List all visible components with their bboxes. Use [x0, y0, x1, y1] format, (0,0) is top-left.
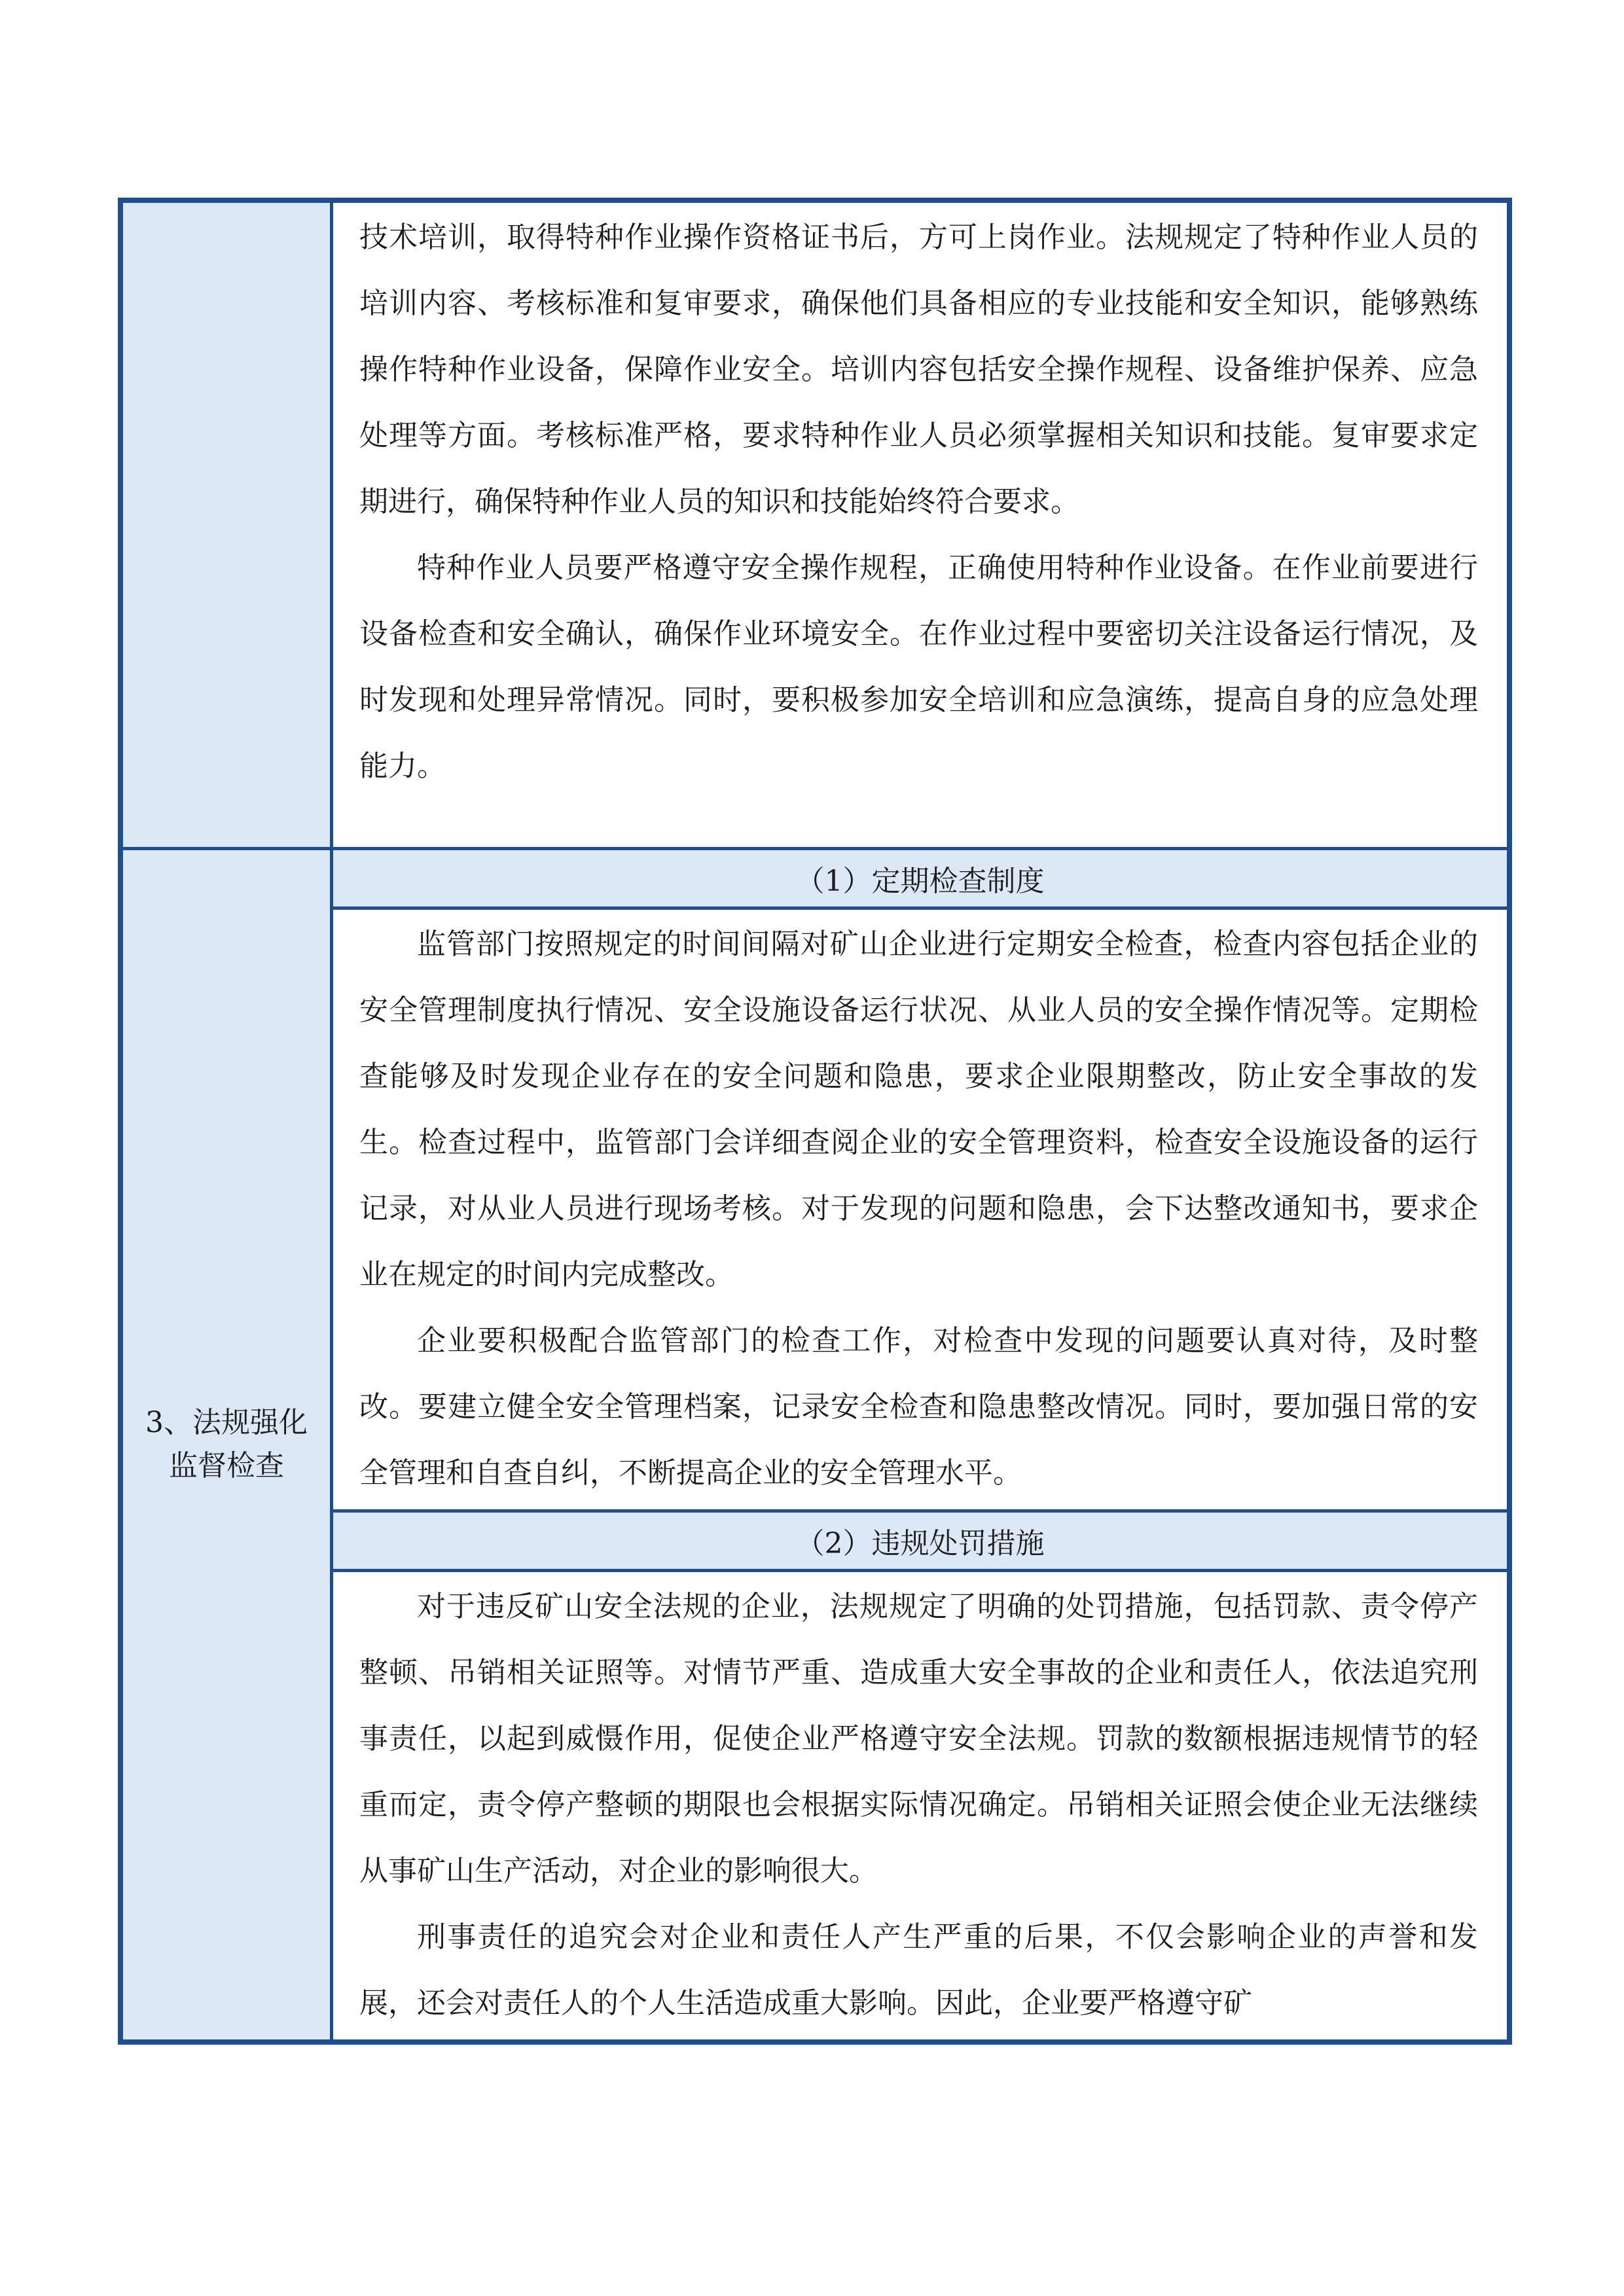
content-cell-inspection — [332, 908, 1510, 1511]
paragraph: 刑事责任的追究会对企业和责任人产生严重的后果，不仅会影响企业的声誉和发展，还会对责任人的个人生活造成重大影响。因此，企业要严格遵守矿 — [359, 1920, 1478, 2020]
section-label-cell — [120, 848, 332, 2042]
paragraph: 监管部门按照规定的时间间隔对矿山企业进行定期安全检查，检查内容包括企业的安全管理制度执行情况、安全设施设备运行状况、从业人员的安全操作情况等。定期检查能够及时发现企业存在的安全问题和隐患，要求企业限期整改，防止安全事故的发生。检查过程中，监管部门会详细查阅企业的安全管理资料，检查安全设施设备的运行记录，对从业人员进行现场考核。对于发现的问题和隐患，会下达整改通知书，要求企业在规定的时间内完成整改。 — [359, 927, 1478, 1291]
paragraph: 技术培训，取得特种作业操作资格证书后，方可上岗作业。法规规定了特种作业人员的培训内容、考核标准和复审要求，确保他们具备相应的专业技能和安全知识，能够熟练操作特种作业设备，保障作业安全。培训内容包括安全操作规程、设备维护保养、应急处理等方面。考核标准严格，要求特种作业人员必须掌握相关知识和技能。复审要求定期进行，确保特种作业人员的知识和技能始终符合要求。 — [359, 221, 1478, 518]
content-cell-penalty — [332, 1571, 1510, 2042]
content-cell-training — [332, 200, 1510, 848]
section-label: 3、法规强化监督检查 — [145, 1406, 308, 1483]
paragraph: 特种作业人员要严格遵守安全操作规程，正确使用特种作业设备。在作业前要进行设备检查和安全确认，确保作业环境安全。在作业过程中要密切关注设备运行情况，及时发现和处理异常情况。同时，要积极参加安全培训和应急演练，提高自身的应急处理能力。 — [359, 551, 1478, 783]
left-cell-empty — [120, 200, 332, 848]
paragraph: 对于违反矿山安全法规的企业，法规规定了明确的处罚措施，包括罚款、责令停产整顿、吊销相关证照等。对情节严重、造成重大安全事故的企业和责任人，依法追究刑事责任，以起到威慑作用，促使企业严格遵守安全法规。罚款的数额根据违规情节的轻重而定，责令停产整顿的期限也会根据实际情况确定。吊销相关证照会使企业无法继续从事矿山生产活动，对企业的影响很大。 — [359, 1590, 1478, 1888]
subsection-heading: （2）违规处罚措施 — [332, 1511, 1510, 1571]
table-row — [120, 848, 1509, 908]
content-table — [118, 198, 1512, 2045]
table-row — [120, 200, 1509, 848]
paragraph: 企业要积极配合监管部门的检查工作，对检查中发现的问题要认真对待，及时整改。要建立健全安全管理档案，记录安全检查和隐患整改情况。同时，要加强日常的安全管理和自查自纠，不断提高企业的安全管理水平。 — [359, 1323, 1478, 1490]
subsection-heading: （1）定期检查制度 — [332, 848, 1510, 908]
